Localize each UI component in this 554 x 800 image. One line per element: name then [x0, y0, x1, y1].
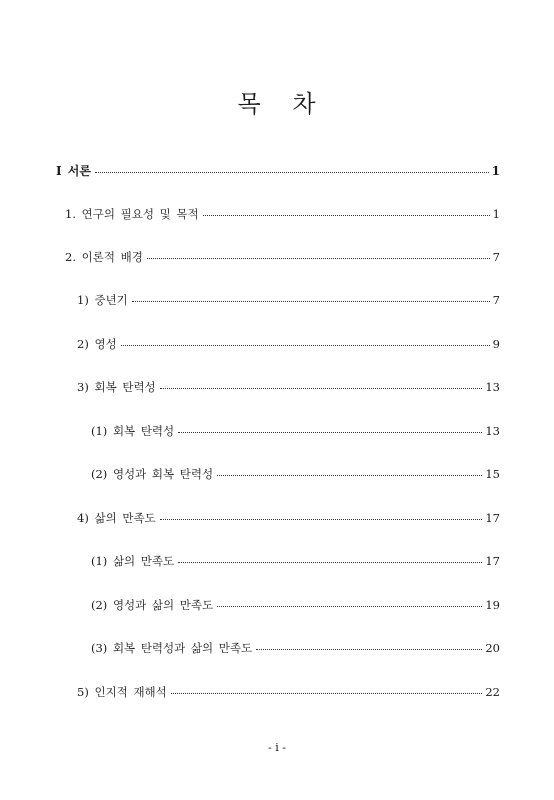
toc-entry-page: 13	[485, 424, 500, 438]
toc-entry-label: 3) 회복 탄력성	[77, 380, 156, 394]
toc-entry-label: 2) 영성	[77, 337, 117, 351]
toc-entry-page: 17	[485, 511, 500, 525]
toc-entry[interactable]	[77, 377, 500, 397]
dot-leader	[178, 562, 482, 563]
dot-leader	[132, 301, 490, 302]
toc-entry-page: 22	[485, 685, 500, 699]
toc-entry-label: 1. 연구의 필요성 및 목적	[65, 207, 199, 221]
dot-leader	[160, 519, 483, 520]
page-title: 목 차	[237, 90, 317, 118]
dot-leader	[171, 693, 483, 694]
dot-leader	[217, 475, 482, 476]
dot-leader	[203, 215, 490, 216]
toc-entry[interactable]	[91, 464, 500, 484]
toc-entry-label: (2) 영성과 삶의 만족도	[91, 598, 214, 612]
toc-entry-page: 15	[485, 467, 500, 481]
toc-entry[interactable]	[77, 508, 500, 528]
dot-leader	[217, 606, 482, 607]
toc-entry[interactable]	[91, 638, 500, 658]
toc-entry-page: 13	[485, 380, 500, 394]
toc-entry-label: 5) 인지적 재해석	[77, 685, 167, 699]
toc-entry[interactable]	[91, 421, 500, 441]
toc-entry-label: (3) 회복 탄력성과 삶의 만족도	[91, 641, 253, 655]
toc-entry-page: 1	[491, 164, 500, 178]
toc-entry[interactable]	[77, 290, 500, 310]
toc-entry[interactable]	[65, 204, 500, 224]
toc-entry-label: Ⅰ 서론	[56, 164, 91, 178]
toc-entry[interactable]	[91, 595, 500, 615]
dot-leader	[147, 258, 490, 259]
toc-entry-page: 7	[492, 293, 500, 307]
dot-leader	[256, 649, 482, 650]
toc-entry[interactable]	[77, 682, 500, 702]
toc-entry-label: 2. 이론적 배경	[65, 250, 143, 264]
toc-entry-page: 20	[485, 641, 500, 655]
toc-entry-label: 4) 삶의 만족도	[77, 511, 156, 525]
toc-entry-label: (1) 삶의 만족도	[91, 554, 175, 568]
toc-entry[interactable]	[65, 247, 500, 267]
dot-leader	[121, 345, 490, 346]
toc-entry-label: 1) 중년기	[77, 293, 128, 307]
toc-entry-page: 7	[492, 250, 500, 264]
dot-leader	[178, 432, 482, 433]
page-number-footer: - i -	[268, 741, 286, 754]
toc-entry[interactable]	[56, 161, 500, 181]
toc-entry[interactable]	[91, 551, 500, 571]
toc-entry[interactable]	[77, 334, 500, 354]
toc-entry-label: (1) 회복 탄력성	[91, 424, 175, 438]
toc-entry-page: 1	[492, 207, 500, 221]
toc-entry-page: 17	[485, 554, 500, 568]
toc-entry-label: (2) 영성과 회복 탄력성	[91, 467, 214, 481]
dot-leader	[95, 172, 489, 173]
dot-leader	[160, 388, 483, 389]
toc-entry-page: 9	[492, 337, 500, 351]
toc-entry-page: 19	[485, 598, 500, 612]
